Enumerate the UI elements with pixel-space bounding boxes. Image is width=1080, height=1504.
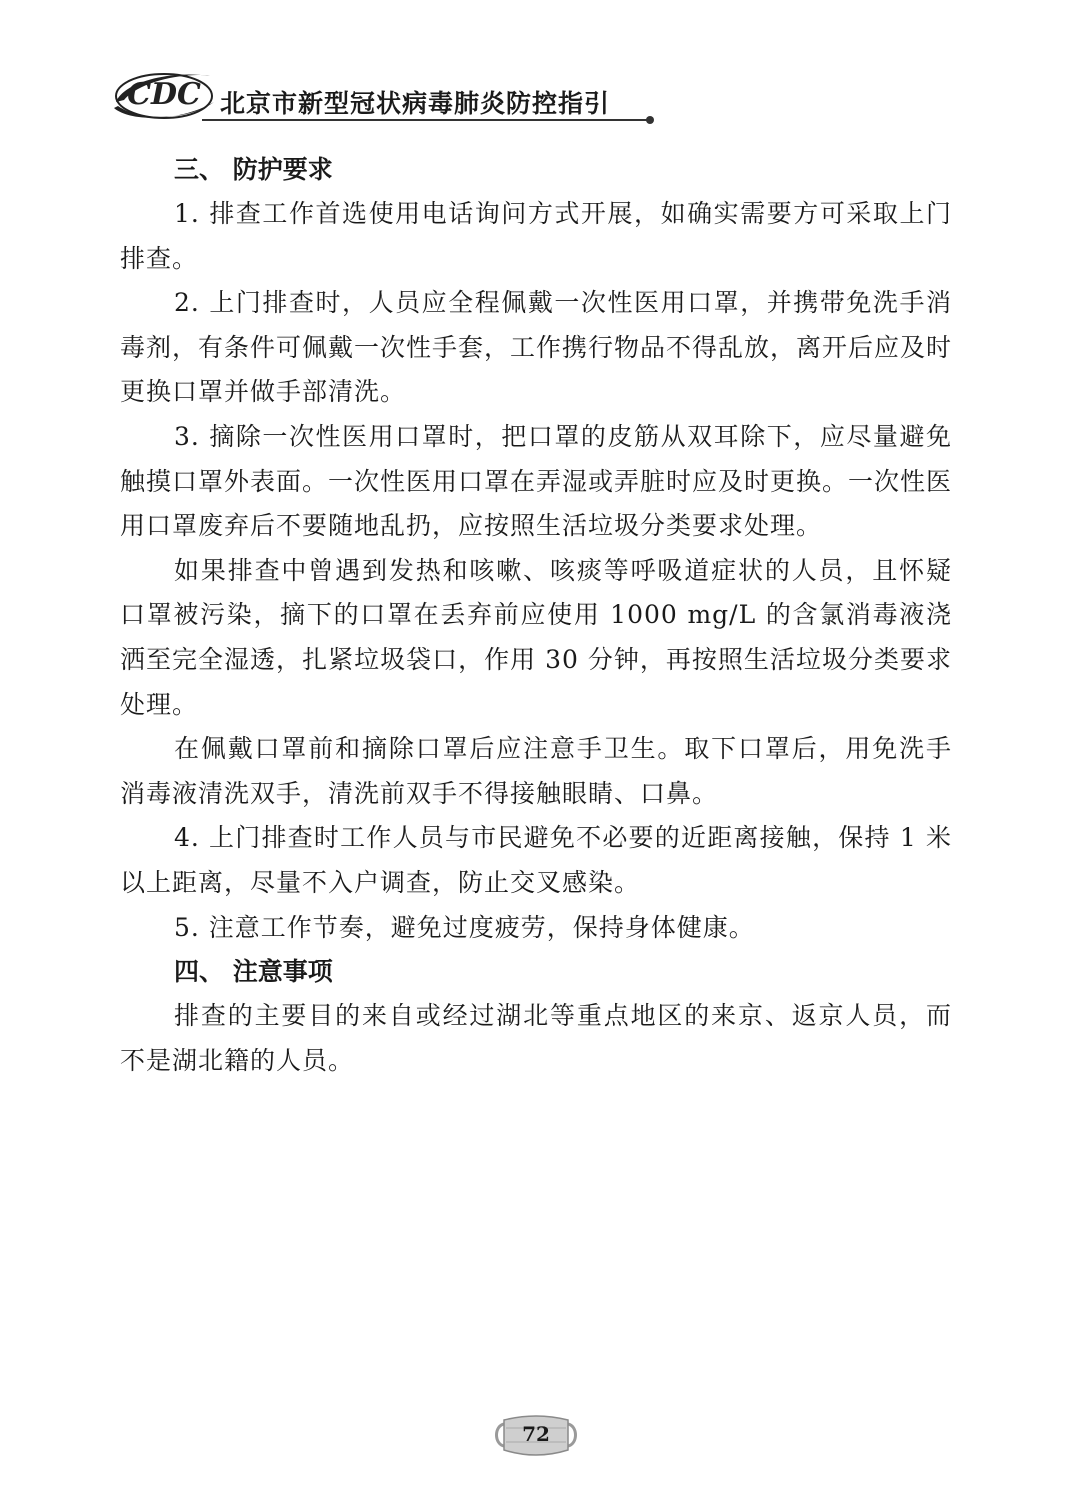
page-number: 72 bbox=[522, 1422, 550, 1446]
paragraph: 5. 注意工作节奏，避免过度疲劳，保持身体健康。 bbox=[174, 912, 755, 942]
header-divider bbox=[202, 119, 648, 121]
paragraph: 排查的主要目的来自或经过湖北等重点地区的来京、返京人员，而不是湖北籍的人员。 bbox=[120, 1001, 952, 1075]
page-number-badge bbox=[492, 1410, 580, 1460]
section-heading-notes: 四、 注意事项 bbox=[174, 957, 333, 987]
paragraph: 如果排查中曾遇到发热和咳嗽、咳痰等呼吸道症状的人员，且怀疑口罩被污染，摘下的口罩在丢弃前应使用 1000 mg/L 的含氯消毒液浇洒至完全湿透，扎紧垃圾袋口，作用 30 分钟，再按照生活垃圾分类要求处理。 bbox=[120, 555, 952, 719]
paragraph: 在佩戴口罩前和摘除口罩后应注意手卫生。取下口罩后，用免洗手消毒液清洗双手，清洗前双手不得接触眼睛、口鼻。 bbox=[120, 734, 952, 808]
header-divider-dot bbox=[646, 116, 654, 124]
document-body bbox=[120, 148, 952, 1083]
paragraph: 2. 上门排查时，人员应全程佩戴一次性医用口罩，并携带免洗手消毒剂，有条件可佩戴一次性手套，工作携行物品不得乱放，离开后应及时更换口罩并做手部清洗。 bbox=[120, 288, 953, 407]
page-header bbox=[110, 62, 670, 132]
section-heading-protection: 三、 防护要求 bbox=[174, 155, 333, 184]
paragraph: 1. 排查工作首选使用电话询问方式开展，如确实需要方可采取上门排查。 bbox=[120, 199, 952, 273]
header-title: 北京市新型冠状病毒肺炎防控指引 bbox=[220, 89, 611, 118]
paragraph: 3. 摘除一次性医用口罩时，把口罩的皮筋从双耳除下，应尽量避免触摸口罩外表面。一次性医用口罩在弄湿或弄脏时应及时更换。一次性医用口罩废弃后不要随地乱扔，应按照生活垃圾分类要求处理。 bbox=[120, 421, 953, 541]
cdc-logo-icon bbox=[110, 62, 218, 126]
svg-text:CDC: CDC bbox=[127, 77, 201, 112]
paragraph: 4. 上门排查时工作人员与市民避免不必要的近距离接触，保持 1 米以上距离，尽量不入户调查，防止交叉感染。 bbox=[120, 823, 952, 897]
